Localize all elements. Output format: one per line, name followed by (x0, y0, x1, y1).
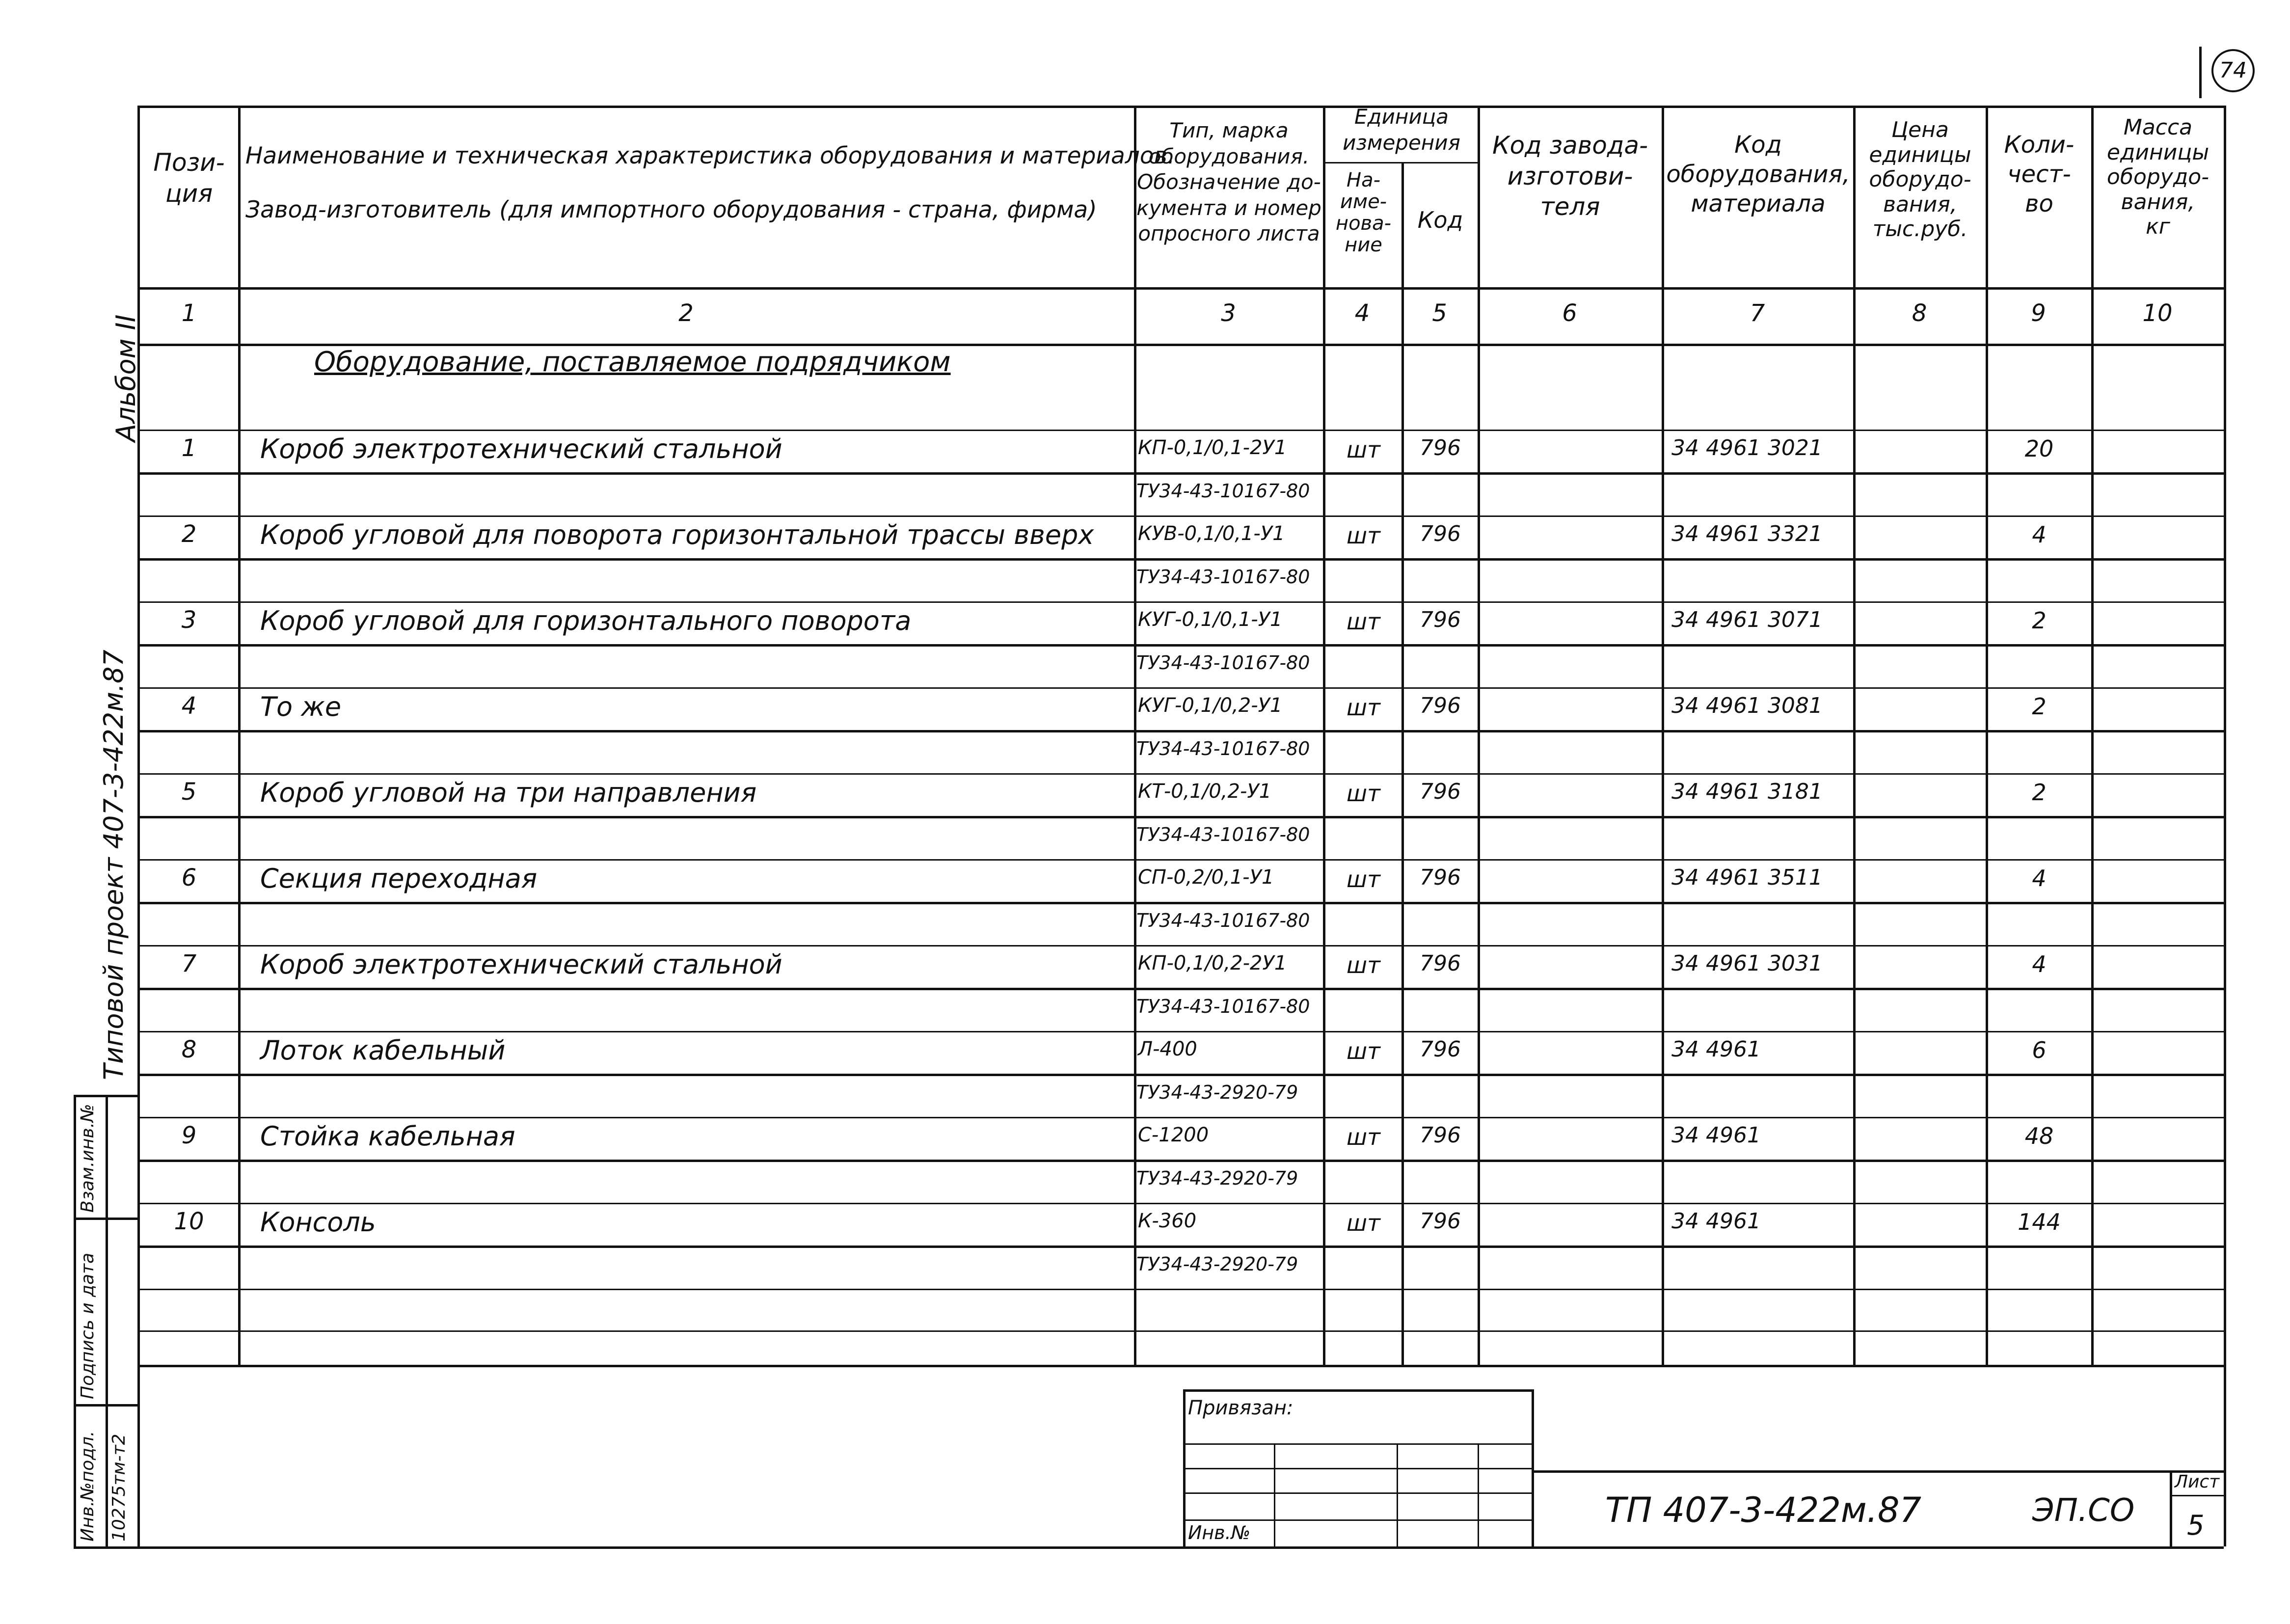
row-unit: шт (1347, 1038, 1380, 1064)
row-unit: шт (1347, 1210, 1380, 1236)
stamp-inv-no: Инв.№ (1188, 1522, 1251, 1543)
row-type: КУГ-0,1/0,1-У1 (1138, 608, 1283, 631)
colnum-9: 9 (2031, 299, 2046, 327)
header-position: Пози- ция (153, 148, 225, 208)
colnum-6: 6 (1562, 299, 1577, 327)
row-quantity: 4 (2032, 865, 2047, 892)
row-quantity: 4 (2032, 521, 2047, 548)
row-material-code: 34 4961 3081 (1671, 693, 1823, 718)
row-type: КП-0,1/0,2-2У1 (1138, 952, 1287, 974)
row-code: 796 (1420, 521, 1461, 546)
row-doc: ТУ34-43-10167-80 (1136, 910, 1310, 931)
row-name: То же (260, 691, 342, 722)
row-name: Секция переходная (260, 863, 538, 894)
row-code: 796 (1420, 1037, 1461, 1062)
row-type: КУВ-0,1/0,1-У1 (1138, 522, 1285, 545)
row-quantity: 6 (2032, 1037, 2047, 1063)
row-code: 796 (1420, 693, 1461, 718)
row-name: Короб угловой для поворота горизонтальной трассы вверх (260, 519, 1094, 550)
header-manufacturer-code: Код завода- изготови- теля (1492, 131, 1648, 221)
row-doc: ТУ34-43-10167-80 (1136, 824, 1310, 845)
row-position: 7 (181, 950, 197, 977)
row-doc: ТУ34-43-2920-79 (1136, 1082, 1298, 1103)
row-quantity: 4 (2032, 951, 2047, 977)
row-name: Короб электротехнический стальной (260, 433, 782, 464)
row-code: 796 (1420, 865, 1461, 890)
row-quantity: 2 (2032, 779, 2047, 806)
row-material-code: 34 4961 3321 (1671, 521, 1823, 546)
header-mass: Масса единицы оборудо- вания, кг (2106, 115, 2209, 240)
row-type: Л-400 (1138, 1038, 1197, 1060)
row-quantity: 144 (2018, 1209, 2061, 1235)
row-unit: шт (1347, 866, 1380, 893)
row-quantity: 2 (2032, 607, 2047, 634)
row-material-code: 34 4961 (1671, 1123, 1761, 1148)
header-unit-name: На- име- нова- ние (1335, 169, 1392, 256)
row-name: Короб электротехнический стальной (260, 949, 782, 980)
row-unit: шт (1347, 608, 1380, 635)
header-material-code: Код оборудования, материала (1666, 131, 1850, 217)
row-material-code: 34 4961 3511 (1671, 865, 1823, 890)
row-unit: шт (1347, 522, 1380, 549)
row-type: К-360 (1138, 1210, 1197, 1232)
section-title: Оборудование, поставляемое подрядчиком (314, 346, 951, 378)
row-quantity: 2 (2032, 693, 2047, 720)
header-unit-group: Единица измерения (1343, 105, 1460, 155)
row-name: Консоль (260, 1207, 376, 1238)
row-code: 796 (1420, 951, 1461, 976)
stamp-attached: Привязан: (1188, 1397, 1293, 1419)
row-material-code: 34 4961 3021 (1671, 435, 1823, 460)
row-code: 796 (1420, 1209, 1461, 1234)
row-position: 4 (181, 692, 197, 720)
row-material-code: 34 4961 (1671, 1209, 1761, 1234)
colnum-2: 2 (678, 299, 694, 327)
row-type: КТ-0,1/0,2-У1 (1138, 780, 1272, 803)
header-price: Цена единицы оборудо- вания, тыс.руб. (1869, 117, 1971, 242)
row-doc: ТУ34-43-10167-80 (1136, 738, 1310, 759)
row-quantity: 20 (2024, 435, 2054, 462)
row-material-code: 34 4961 3071 (1671, 607, 1823, 632)
row-name: Лоток кабельный (260, 1035, 506, 1066)
header-name-line1: Наименование и техническая характеристика оборудования и материалов. (245, 142, 1175, 169)
row-name: Короб угловой на три направления (260, 777, 757, 808)
row-code: 796 (1420, 779, 1461, 804)
row-type: КП-0,1/0,1-2У1 (1138, 436, 1287, 459)
row-quantity: 48 (2024, 1123, 2054, 1149)
row-name: Стойка кабельная (260, 1121, 515, 1152)
colnum-4: 4 (1354, 299, 1370, 327)
doc-section: ЭП.СО (2032, 1492, 2135, 1529)
inv-swap-label: Взам.инв.№ (78, 1104, 98, 1213)
row-type: С-1200 (1138, 1124, 1209, 1146)
row-unit: шт (1347, 1124, 1380, 1150)
row-unit: шт (1347, 952, 1380, 978)
row-position: 9 (181, 1122, 197, 1149)
inv-orig-value: 10275тм-т2 (109, 1434, 129, 1542)
row-unit: шт (1347, 694, 1380, 721)
row-doc: ТУ34-43-2920-79 (1136, 1167, 1298, 1189)
sheet-number: 5 (2187, 1510, 2205, 1542)
row-code: 796 (1420, 1123, 1461, 1148)
row-position: 10 (174, 1208, 204, 1235)
row-doc: ТУ34-43-2920-79 (1136, 1253, 1298, 1275)
inv-orig-label: Инв.№подл. (78, 1431, 98, 1542)
signature-date-label: Подпись и дата (78, 1252, 98, 1399)
row-position: 8 (181, 1036, 197, 1063)
header-unit-code: Код (1417, 207, 1463, 233)
row-position: 5 (181, 778, 197, 806)
colnum-10: 10 (2142, 299, 2173, 327)
row-doc: ТУ34-43-10167-80 (1136, 480, 1310, 502)
row-doc: ТУ34-43-10167-80 (1136, 652, 1310, 674)
row-material-code: 34 4961 3031 (1671, 951, 1823, 976)
row-type: СП-0,2/0,1-У1 (1138, 866, 1274, 889)
row-name: Короб угловой для горизонтального поворота (260, 605, 912, 636)
row-unit: шт (1347, 780, 1380, 807)
row-code: 796 (1420, 607, 1461, 632)
row-code: 796 (1420, 435, 1461, 460)
row-position: 6 (181, 864, 197, 892)
page-number-circled: 74 (2211, 49, 2255, 92)
header-quantity: Коли- чест- во (2004, 131, 2074, 217)
doc-code: ТП 407-3-422м.87 (1605, 1490, 1922, 1530)
row-unit: шт (1347, 436, 1380, 463)
project-label: Типовой проект 407-3-422м.87 (98, 650, 129, 1080)
row-position: 2 (181, 520, 197, 548)
colnum-8: 8 (1912, 299, 1927, 327)
row-doc: ТУ34-43-10167-80 (1136, 996, 1310, 1017)
colnum-1: 1 (181, 299, 197, 327)
album-label: Альбом II (110, 314, 141, 442)
row-doc: ТУ34-43-10167-80 (1136, 566, 1310, 588)
row-material-code: 34 4961 3181 (1671, 779, 1823, 804)
row-material-code: 34 4961 (1671, 1037, 1761, 1062)
header-name-line2: Завод-изготовитель (для импортного оборудования - страна, фирма) (245, 196, 1097, 223)
row-type: КУГ-0,1/0,2-У1 (1138, 694, 1283, 717)
colnum-3: 3 (1221, 299, 1236, 327)
row-position: 3 (181, 606, 197, 634)
row-position: 1 (181, 434, 197, 462)
sheet-label: Лист (2175, 1472, 2220, 1492)
header-type: Тип, марка оборудования. Обозначение до- кумента и номер опросного листа (1136, 118, 1321, 245)
colnum-7: 7 (1750, 299, 1765, 327)
colnum-5: 5 (1432, 299, 1447, 327)
